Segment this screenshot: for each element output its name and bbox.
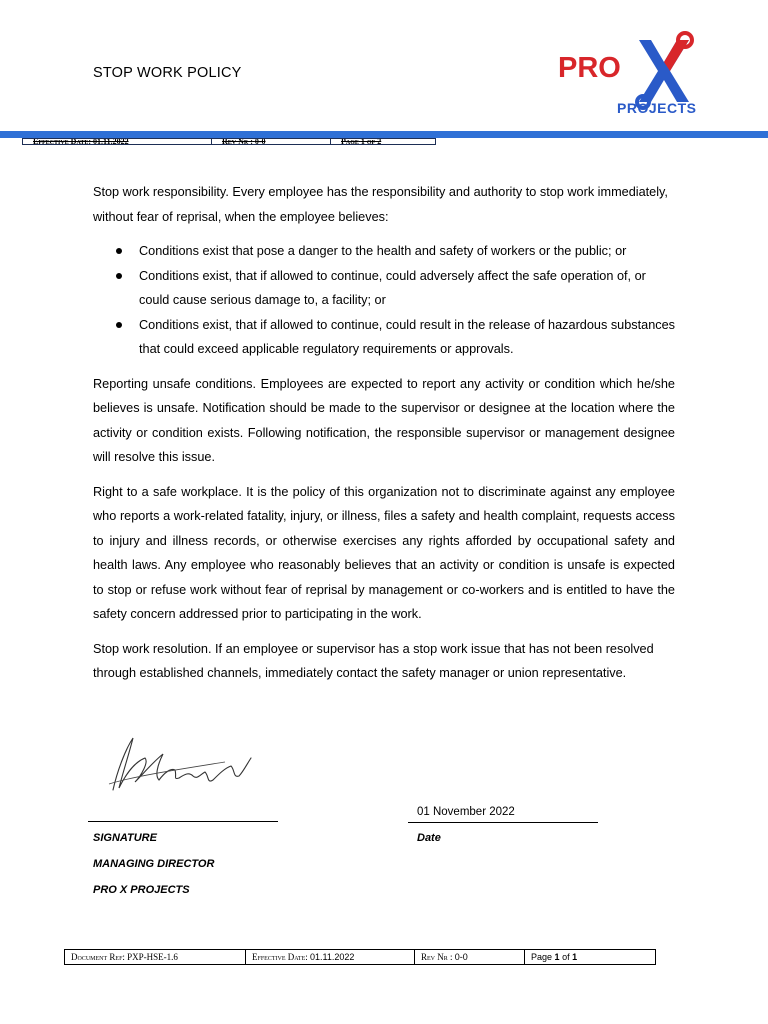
header-rev-value: 0-0 (254, 139, 266, 144)
footer-doc-ref-value: PXP-HSE-1.6 (127, 952, 178, 962)
paragraph-right-to-safe-workplace: Right to a safe workplace. It is the policy of this organization not to discriminate against any employee who reports a work-related fatality, injury, or illness, files a safety and health complaint, requests access to injury and illness records, or otherwise exercises any rights afforded by occupational safety and health laws. Any employee who reasonably believes that an activity or condition is unsafe is expected to stop or refuse work without fear of reprisal by management or co-workers and is entitled to have the safety concern addressed prior to participating in the work. (93, 484, 675, 621)
footer-page-cell (525, 950, 655, 964)
footer-page-number: 1 (554, 952, 560, 962)
bullet-icon (116, 273, 122, 279)
signoff-date-value: 01 November 2022 (417, 806, 515, 818)
company-label: PRO X PROJECTS (93, 884, 190, 896)
signature-label: SIGNATURE (93, 832, 157, 844)
footer-page-total: 1 (572, 952, 578, 962)
date-label: Date (417, 832, 441, 844)
paragraph-stop-work-responsibility: Stop work responsibility. Every employee has the responsibility and authority to stop work immediately, without fear of reprisal, when the employee believes: (93, 185, 668, 224)
logo-projects-text: PROJECTS (617, 100, 697, 116)
header-rev-cell (212, 139, 331, 144)
footer-effective-date-label: Effective Date: (252, 952, 308, 962)
date-line (408, 822, 598, 823)
list-item: Conditions exist, that if allowed to continue, could result in the release of hazardous substances that could exceed applicable regulatory requirements or approvals. (93, 313, 675, 362)
footer-doc-ref-cell (65, 950, 246, 964)
list-item: Conditions exist that pose a danger to the health and safety of workers or the public; or (93, 239, 675, 264)
bullet-icon (116, 322, 122, 328)
logo-pro-text: PRO (558, 52, 621, 84)
logo-x-mark (637, 33, 692, 108)
header-info-table (22, 138, 436, 145)
header-band (0, 131, 768, 138)
document-title: STOP WORK POLICY (93, 65, 242, 81)
managing-director-label: MANAGING DIRECTOR (93, 858, 215, 870)
conditions-list (93, 239, 675, 362)
footer-rev-label: Rev Nr : (421, 952, 453, 962)
policy-body (93, 180, 675, 696)
header-effective-date-value: 01.11.2022 (93, 139, 129, 144)
signature-line (88, 821, 278, 822)
footer-effective-date-cell (246, 950, 415, 964)
footer-page-of: of (562, 952, 570, 962)
footer-doc-ref-label: Document Ref: (71, 952, 125, 962)
footer-effective-date-value: 01.11.2022 (310, 952, 355, 962)
prox-projects-logo (555, 30, 715, 122)
handwritten-signature (105, 732, 255, 797)
bullet-icon (116, 248, 122, 254)
footer-rev-value: 0-0 (454, 952, 468, 962)
footer-rev-cell (415, 950, 525, 964)
header-effective-date-label: Effective Date: (33, 139, 92, 144)
header-rev-label: Rev Nr : (222, 139, 253, 144)
paragraph-reporting-unsafe-conditions: Reporting unsafe conditions. Employees are expected to report any activity or condition which he/she believes is unsafe. Notification should be made to the supervisor or designee at the location where the activity or condition exists. Following notification, the responsible supervisor or management designee will resolve this issue. (93, 376, 675, 464)
header-page-value: 1 of 2 (360, 139, 382, 144)
footer-page-word: Page (531, 952, 553, 962)
paragraph-stop-work-resolution: Stop work resolution. If an employee or supervisor has a stop work issue that has not been resolved through established channels, immediately contact the safety manager or union representative. (93, 641, 654, 680)
list-item: Conditions exist, that if allowed to continue, could adversely affect the safe operation of, or could cause serious damage to, a facility; or (93, 264, 675, 313)
footer-info-table (64, 949, 656, 965)
header-effective-date-cell (23, 139, 212, 144)
header-page-label: Page (341, 139, 359, 144)
header-page-cell (331, 139, 435, 144)
